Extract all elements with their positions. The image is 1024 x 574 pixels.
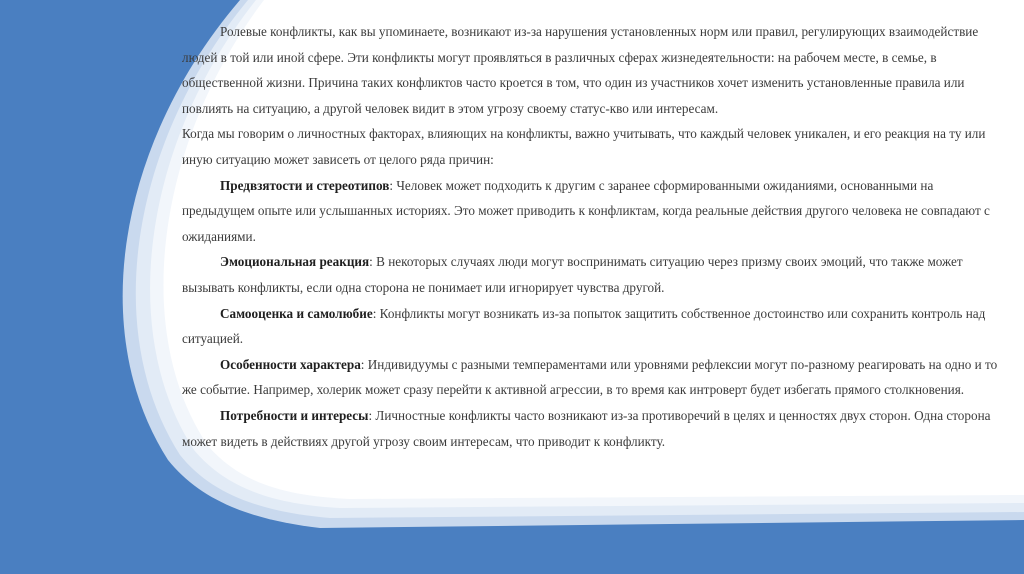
factor-term: Самооценка и самолюбие (220, 305, 373, 321)
factor-term: Предвзятости и стереотипов (220, 177, 390, 193)
factor-term: Особенности характера (220, 356, 361, 372)
paragraph-personal-factors: Когда мы говорим о личностных факторах, влияющих на конфликты, важно учитывать, что каждый человек уникален, и его реакция на ту или иную ситуацию может зависеть от целого ряда причин: (182, 126, 986, 167)
factor-description: : Личностные конфликты часто возникают из-за противоречий в целях и ценностях двух сторон. Одна сторона может видеть в действиях другой угрозу своим интересам, что приводит к конфликту. (182, 407, 991, 449)
factor-term: Потребности и интересы (220, 407, 369, 423)
factor-term: Эмоциональная реакция (220, 254, 370, 270)
factor-description: : Человек может подходить к другим с заранее сформированными ожиданиями, основанными на предыдущем опыте или услышанных историях. Это может приводить к конфликтам, когда реальные действия другого человека не совпадают с ожиданиями. (182, 177, 990, 244)
factor-item (182, 301, 1008, 352)
paragraph-role-conflicts: Ролевые конфликты, как вы упоминаете, возникают из-за нарушения установленных норм или правил, регулирующих взаимодействие людей в той или иной сфере. Эти конфликты могут проявляться в различных сферах жизнедеятельности: на рабочем месте, в семье, в общественной жизни. Причина таких конфликтов часто кроется в том, что один из участников хочет изменить установленные правила или повлиять на ситуацию, а другой человек видит в этом угрозу своему статус-кво или интересам. (182, 24, 979, 116)
factor-item (182, 173, 1008, 250)
factor-item (182, 352, 1008, 403)
factor-description: : Индивидуумы с разными темпераментами или уровнями рефлексии могут по-разному реагировать на одно и то же событие. Например, холерик может сразу перейти к активной агрессии, в то время как интроверт будет избегать прямого столкновения. (182, 356, 998, 398)
factor-description: : Конфликты могут возникать из-за попыток защитить собственное достоинство или сохранить контроль над ситуацией. (182, 305, 986, 347)
factor-item (182, 403, 1008, 454)
main-text (182, 19, 1008, 454)
factor-item (182, 249, 1008, 300)
factor-description: : В некоторых случаях люди могут воспринимать ситуацию через призму своих эмоций, что также может вызывать конфликты, если одна сторона не понимает или игнорирует чувства другой. (182, 254, 963, 295)
